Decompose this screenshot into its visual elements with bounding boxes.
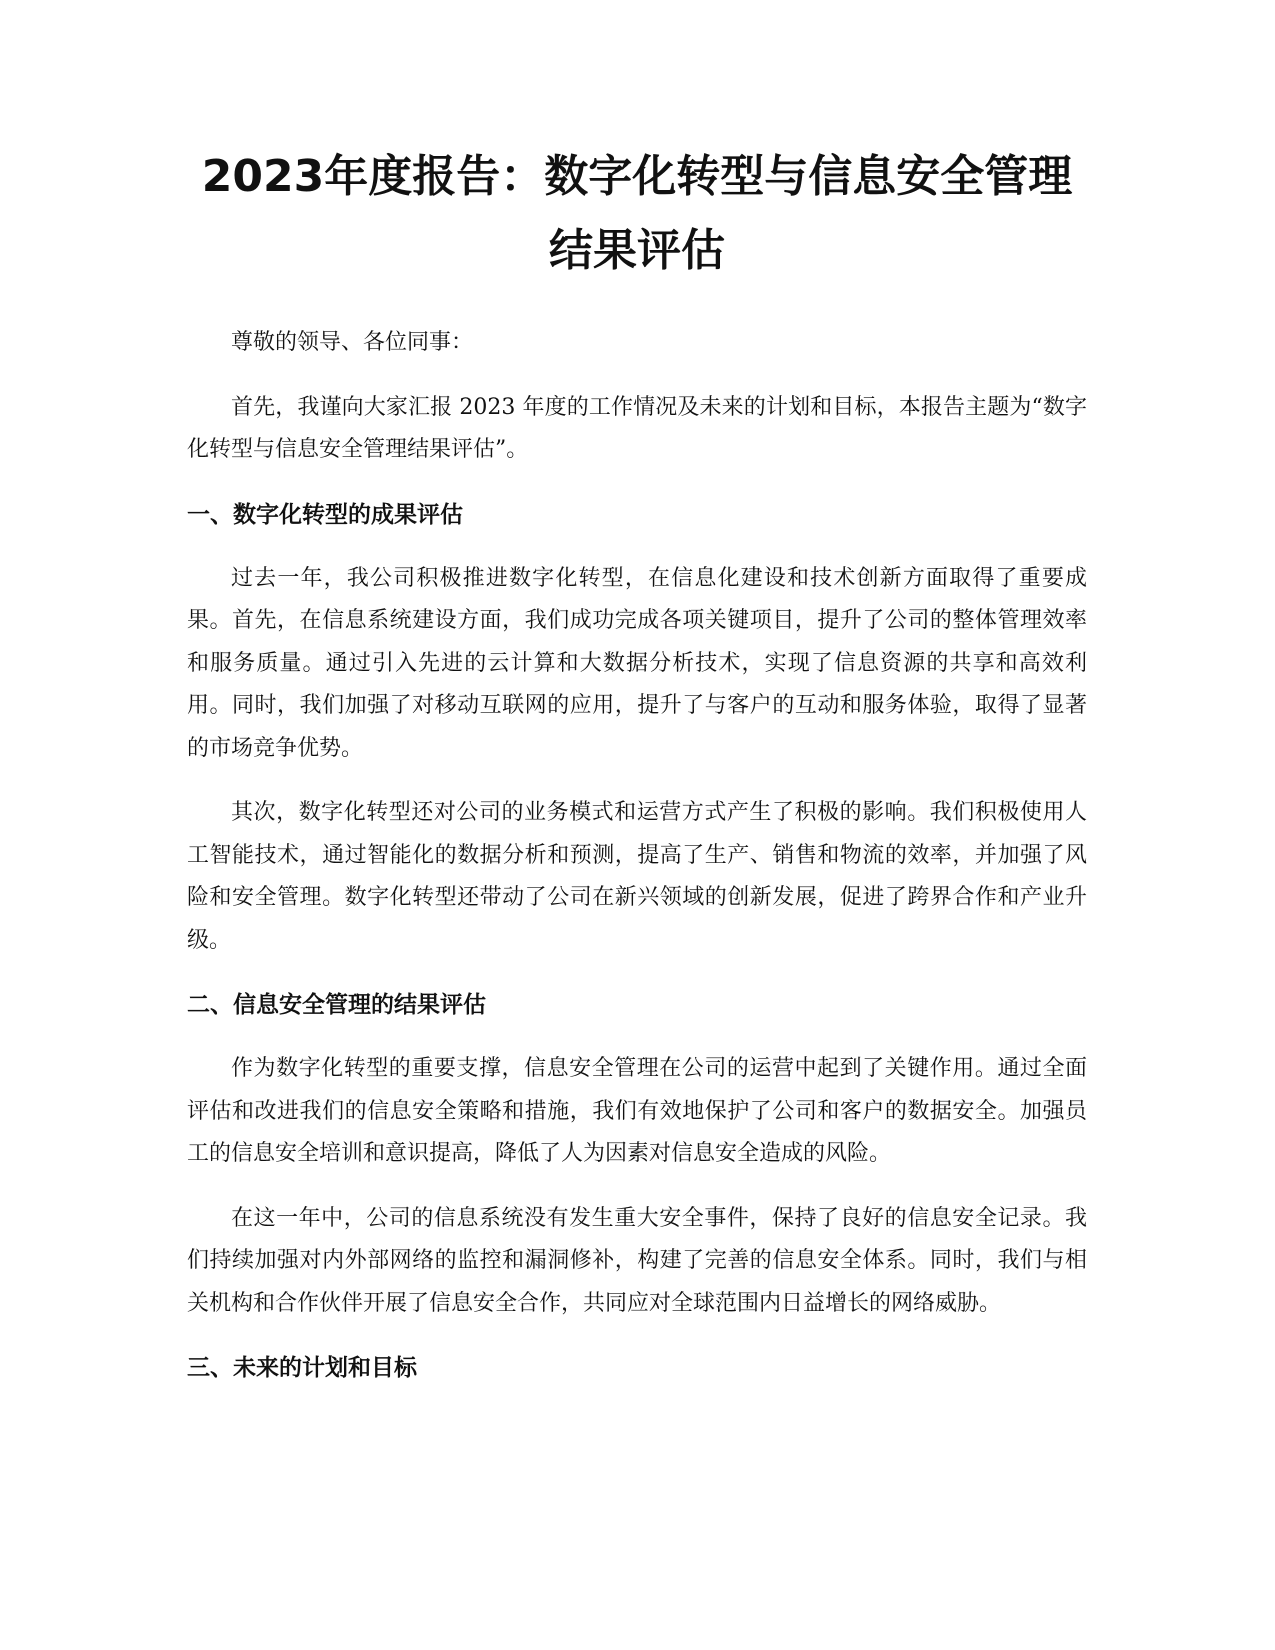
section-1-heading: 一、数字化转型的成果评估	[187, 501, 463, 528]
intro-paragraph: 首先，我谨向大家汇报 2023 年度的工作情况及未来的计划和目标，本报告主题为“数字化转型与信息安全管理结果评估”。	[187, 394, 1087, 462]
section-1-paragraph-2: 其次，数字化转型还对公司的业务模式和运营方式产生了积极的影响。我们积极使用人工智能技术，通过智能化的数据分析和预测，提高了生产、销售和物流的效率，并加强了风险和安全管理。数字化转型还带动了公司在新兴领域的创新发展，促进了跨界合作和产业升级。	[187, 800, 1087, 953]
title-line-2: 结果评估	[549, 225, 725, 276]
section-2-heading: 二、信息安全管理的结果评估	[187, 992, 486, 1018]
section-3-heading: 三、未来的计划和目标	[187, 1355, 417, 1381]
section-1-paragraph-1: 过去一年，我公司积极推进数字化转型，在信息化建设和技术创新方面取得了重要成果。首先，在信息系统建设方面，我们成功完成各项关键项目，提升了公司的整体管理效率和服务质量。通过引入先进的云计算和大数据分析技术，实现了信息资源的共享和高效利用。同时，我们加强了对移动互联网的应用，提升了与客户的互动和服务体验，取得了显著的市场竞争优势。	[187, 565, 1087, 761]
document-page	[187, 140, 1087, 1411]
section-2-paragraph-1: 作为数字化转型的重要支撑，信息安全管理在公司的运营中起到了关键作用。通过全面评估和改进我们的信息安全策略和措施，我们有效地保护了公司和客户的数据安全。加强员工的信息安全培训和意识提高，降低了人为因素对信息安全造成的风险。	[187, 1056, 1087, 1166]
greeting-paragraph: 尊敬的领导、各位同事：	[231, 330, 474, 355]
document-title	[187, 140, 1087, 288]
title-line-1: 2023年度报告：数字化转型与信息安全管理	[201, 151, 1073, 202]
section-2-paragraph-2: 在这一年中，公司的信息系统没有发生重大安全事件，保持了良好的信息安全记录。我们持续加强对内外部网络的监控和漏洞修补，构建了完善的信息安全体系。同时，我们与相关机构和合作伙伴开展了信息安全合作，共同应对全球范围内日益增长的网络威胁。	[187, 1205, 1087, 1316]
